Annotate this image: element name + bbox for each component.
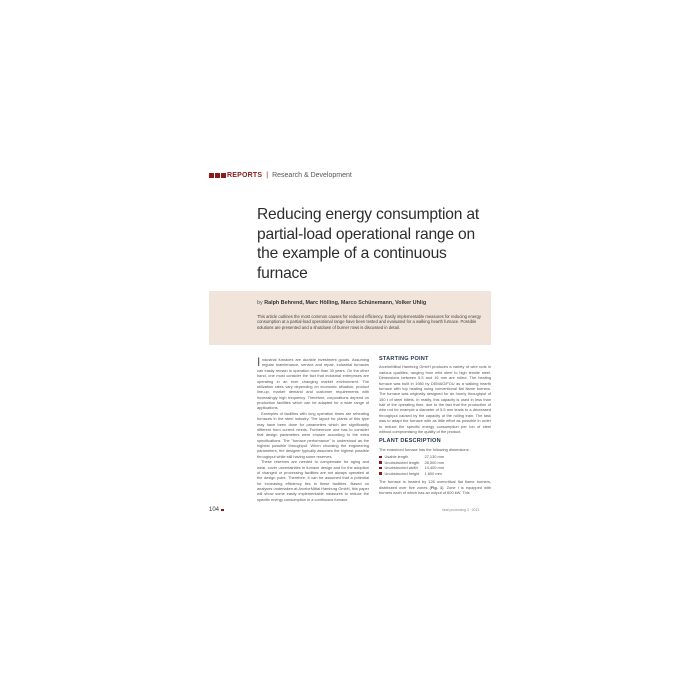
left-column [257,357,369,502]
plant-text-before: The furnace is heated by 126 overcritical flat flame burners, distributed over five zones ( [379,479,491,490]
intro-text-3: These reserves are needed to compensate for aging and wear, cover uncertainties in furnace design and for the adoption of changed or processing facilities are not always operated at the design point. Therefore, it can be assumed that a potential for increasing efficiency lies in these facilities. Based on analyses undertaken at ArcelorMittal Hamburg GmbH, this paper will show some easily implementable measures to reduce the specific energy consumption in a continuous furnace. [257,459,369,502]
plant-description-intro: The examined furnace has the following dimensions: [379,446,470,452]
dimension-value: 1,600 mm [424,470,442,476]
dimension-value: 27,130 mm [424,454,444,460]
dimension-label: Unobstructed width [384,465,418,471]
authors-prefix: by [257,300,263,306]
page-footer-left [209,507,224,513]
dimension-label: Unobstructed height [384,470,420,476]
bullet-icon [379,456,382,459]
dimension-value: 14,400 mm [424,465,444,471]
plant-description-text [379,479,491,495]
starting-point-heading: STARTING POINT [379,356,429,362]
section-subtitle: Research & Development [272,171,352,179]
bullet-icon [379,472,382,475]
right-column [379,357,491,496]
list-item [379,471,491,477]
square-icon [209,173,214,178]
authors-names: Ralph Behrend, Marc Hölling, Marco Schünemann, Volker Uhlig [264,300,427,306]
dimension-label: Unobstructed length [384,459,420,465]
starting-point-text: ArcelorMittal Hamburg GmbH produces a variety of wire rods in various qualities, ranging from mild steel to high tensile steel. Dimensions between 5.5 and 16 mm are rolled. The heating furnace was built in 1980 by DEMAG/FOU as a walking hearth furnace with top heating using conventional flat flame burners. The furnace was originally designed for an hourly throughput of 150 t of steel billets. In reality, this capacity is used in less than half of the operating time, due to the fact that the production of wire rod for example a diameter of 5.5 mm leads to a decreased throughput caused by the capacity of the rolling train. The task was to adapt the furnace with as little effort as possible in order to reduce the specific energy consumption per ton of steel without compromising the quality of the product. [379,364,491,434]
page-number: 104 [209,507,220,513]
article-title: Reducing energy consumption at partial-load operational range on the example of a continuous furnace [257,206,479,282]
dimension-list [379,454,491,476]
square-icon [221,509,224,512]
journal-footer: heat processing 3 · 2013 [442,508,480,512]
drop-cap: I [257,355,261,369]
section-separator: | [266,171,269,179]
plant-description-heading: PLANT DESCRIPTION [379,438,441,445]
square-icon [215,173,220,178]
section-label: REPORTS [227,171,263,179]
section-header [209,169,352,181]
intro-text-2: Examples of facilities with long operation times are reheating furnaces in the steel industry. The layout for plants of this type may have been done for parameters which are significantly different from current needs. Furthermore one has to consider that design parameters were chosen according to the extra specifications. The "furnace performance" is understood as the highest possible throughput. When choosing the engineering parameters, the designer typically assumes the highest possible throughput while still having some reserves. [257,410,369,459]
authors-line [257,300,489,306]
intro-paragraph [257,357,369,411]
intro-text-1: ndustrial furnaces are durable investment goods. Assuming regular maintenance, service and repair, industrial furnaces can easily remain in operation more than 30 years. On the other hand, one must consider the fact that industrial enterprises are operating in an ever changing market environment. The utilization rates vary depending on economic situation, product line-up, market demand and customer requirements with increasingly high frequency. Therefore, corporations depend on production facilities which can be adapted for a wide range of applications. [257,357,369,411]
bullet-icon [379,461,382,464]
dimension-label: Usable length [384,454,409,460]
dimension-value: 28,500 mm [424,459,444,465]
bullet-icon [379,467,382,470]
abstract-text: This article outlines the most common causes for reduced efficiency. Easily implementable measures for reducing energy consumption at a partial-load operational range have been tested and evaluated for a walking hearth furnace. Possible solutions are presented and a shutdown of burner rows is discussed in detail. [257,314,481,330]
square-icon [221,173,226,178]
plant-text-after: ). Zone I is equipped with burners each of which has an output of 600 kW. This [379,484,491,496]
figure-reference[interactable]: Fig. 1 [430,484,443,490]
